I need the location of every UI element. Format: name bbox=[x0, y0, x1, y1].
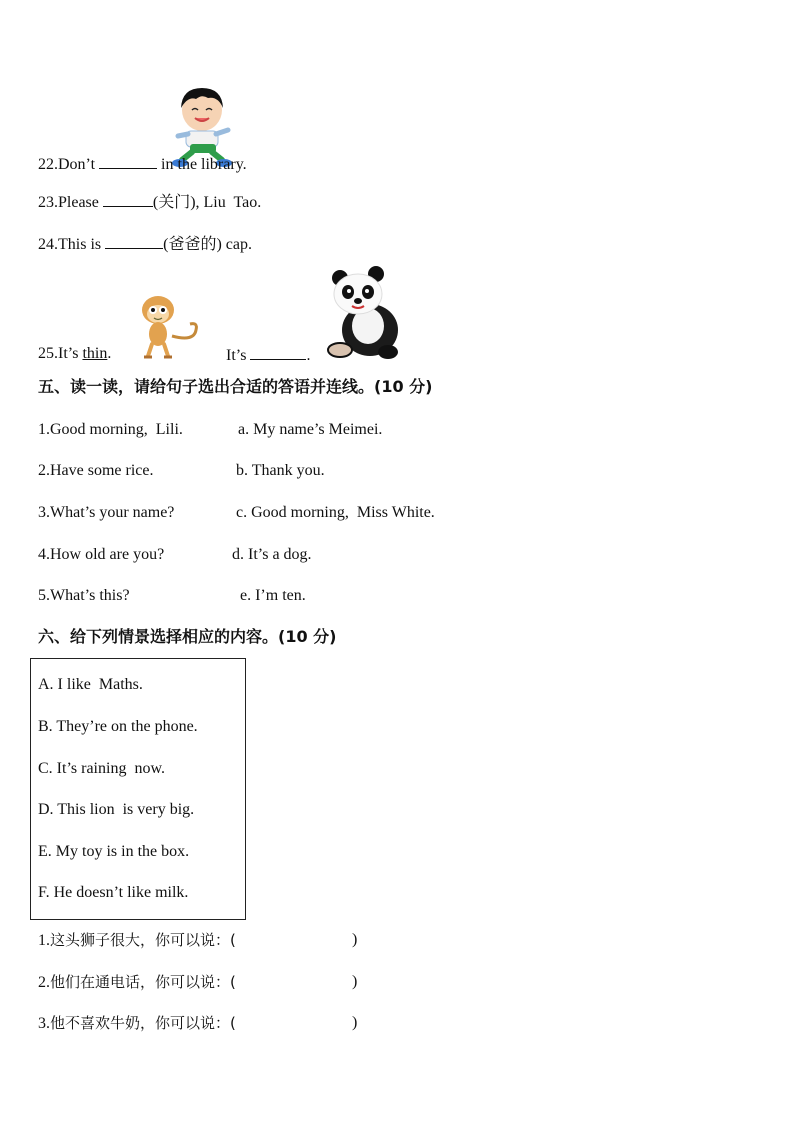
question-25: 25.It’s thin. bbox=[38, 345, 112, 362]
option-c: C. It’s raining now. bbox=[38, 760, 165, 777]
answer-blank[interactable] bbox=[250, 344, 306, 360]
s5-right-e[interactable]: e. I’m ten. bbox=[240, 587, 306, 604]
s6-answer-1-close[interactable]: ) bbox=[352, 931, 358, 948]
option-a: A. I like Maths. bbox=[38, 676, 143, 693]
s5-right-a[interactable]: a. My name’s Meimei. bbox=[238, 421, 383, 438]
s6-answer-3-close[interactable]: ) bbox=[352, 1014, 358, 1031]
s6-question-1: 1.这头狮子很大，你可以说：( bbox=[38, 931, 236, 949]
s5-left-1[interactable]: 1.Good morning, Lili. bbox=[38, 421, 183, 438]
s6-question-2: 2.他们在通电话，你可以说：( bbox=[38, 973, 236, 991]
question-25-second: It’s . bbox=[226, 344, 310, 366]
s5-left-2[interactable]: 2.Have some rice. bbox=[38, 462, 154, 479]
s5-right-d[interactable]: d. It’s a dog. bbox=[232, 546, 312, 563]
question-23: 23.Please (关门), Liu Tao. bbox=[38, 191, 261, 213]
s5-left-5[interactable]: 5.What’s this? bbox=[38, 587, 130, 604]
panda-icon bbox=[326, 264, 406, 360]
options-box bbox=[30, 658, 246, 920]
option-e: E. My toy is in the box. bbox=[38, 843, 190, 860]
answer-blank[interactable] bbox=[103, 191, 153, 207]
section5-title: 五、读一读，请给句子选出合适的答语并连线。(10 分) bbox=[38, 377, 433, 396]
answer-blank[interactable] bbox=[105, 233, 163, 249]
section6-title: 六、给下列情景选择相应的内容。(10 分) bbox=[38, 627, 337, 646]
option-b: B. They’re on the phone. bbox=[38, 718, 198, 735]
s6-answer-2-close[interactable]: ) bbox=[352, 973, 358, 990]
s5-left-3[interactable]: 3.What’s your name? bbox=[38, 504, 175, 521]
s5-right-b[interactable]: b. Thank you. bbox=[236, 462, 325, 479]
option-f: F. He doesn’t like milk. bbox=[38, 884, 189, 901]
s6-question-3: 3.他不喜欢牛奶，你可以说：( bbox=[38, 1014, 236, 1032]
answer-blank[interactable] bbox=[99, 153, 157, 169]
monkey-icon bbox=[132, 294, 204, 360]
question-22: 22.Don’t in the library. bbox=[38, 153, 247, 175]
s5-right-c[interactable]: c. Good morning, Miss White. bbox=[236, 504, 435, 521]
s5-left-4[interactable]: 4.How old are you? bbox=[38, 546, 165, 563]
option-d: D. This lion is very big. bbox=[38, 801, 195, 818]
underlined-word: thin bbox=[82, 345, 108, 362]
question-24: 24.This is (爸爸的) cap. bbox=[38, 233, 252, 255]
